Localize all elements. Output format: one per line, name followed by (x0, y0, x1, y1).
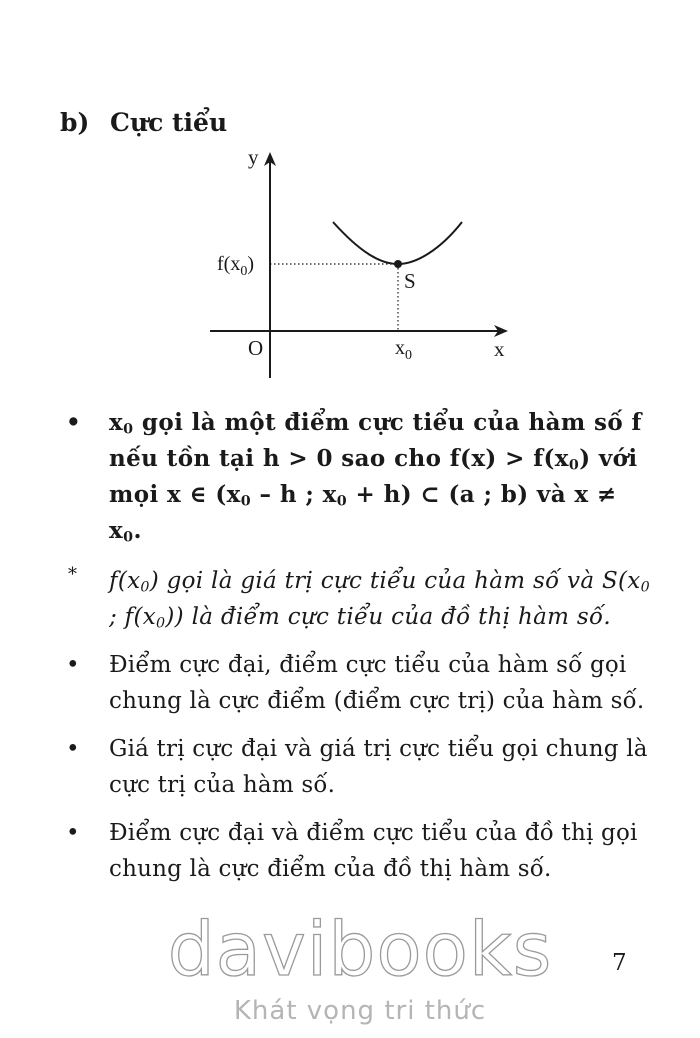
origin-label: O (248, 336, 264, 360)
fx0-label: $f(x_0)$ (217, 253, 254, 279)
page-number: 7 (612, 950, 627, 976)
watermark-logo: davibooks (167, 907, 553, 993)
bullet-marker: • (66, 409, 82, 436)
y-axis-label: y (248, 145, 259, 169)
list-item-text: Điểm cực đại và điểm cực tiểu của đồ thị gọi chung là cực điểm của đồ thị hàm số. (109, 820, 638, 882)
x0-label: $x_0$ (395, 337, 412, 363)
list-item-text: Giá trị cực đại và giá trị cực tiểu gọi chung là cực trị của hàm số. (109, 736, 648, 798)
watermark (150, 908, 570, 1026)
minimum-curve (333, 222, 462, 264)
minimum-graph (200, 140, 530, 380)
list-item-text: Điểm cực đại, điểm cực tiểu của hàm số gọi chung là cực điểm (điểm cực trị) của hàm số. (109, 652, 645, 714)
section-title: Cực tiểu (110, 108, 228, 137)
list-item (62, 815, 652, 887)
bullet-marker: • (66, 820, 80, 846)
content-list (62, 405, 652, 899)
bullet-marker: • (66, 736, 80, 762)
list-item (62, 731, 652, 803)
bullet-marker: • (66, 652, 80, 678)
watermark-slogan: Khát vọng tri thức (233, 996, 487, 1026)
list-item (62, 647, 652, 719)
point-label: S (404, 269, 416, 293)
x-axis-label: x (494, 337, 505, 361)
section-heading (60, 108, 227, 137)
asterisk-marker: * (68, 564, 78, 585)
definition-text: $x_0$ gọi là một điểm cực tiểu của hàm số f nếu tồn tại h > 0 sao cho $f(x) > f(x_0)$ với mọi x ∈ ($x_0$ – h ; $x_0 + h$) ⊂ (a ; b) và $x \ne x_0$. (109, 409, 642, 546)
definition-item (62, 405, 652, 549)
minimum-point (394, 260, 402, 268)
section-label: b) (60, 108, 90, 137)
note-item (62, 563, 652, 635)
note-text: $f(x_0)$ gọi là giá trị cực tiểu của hàm số và $S(x_0$ ; $f(x_0)$) là điểm cực tiểu của đồ thị hàm số. (109, 568, 650, 632)
